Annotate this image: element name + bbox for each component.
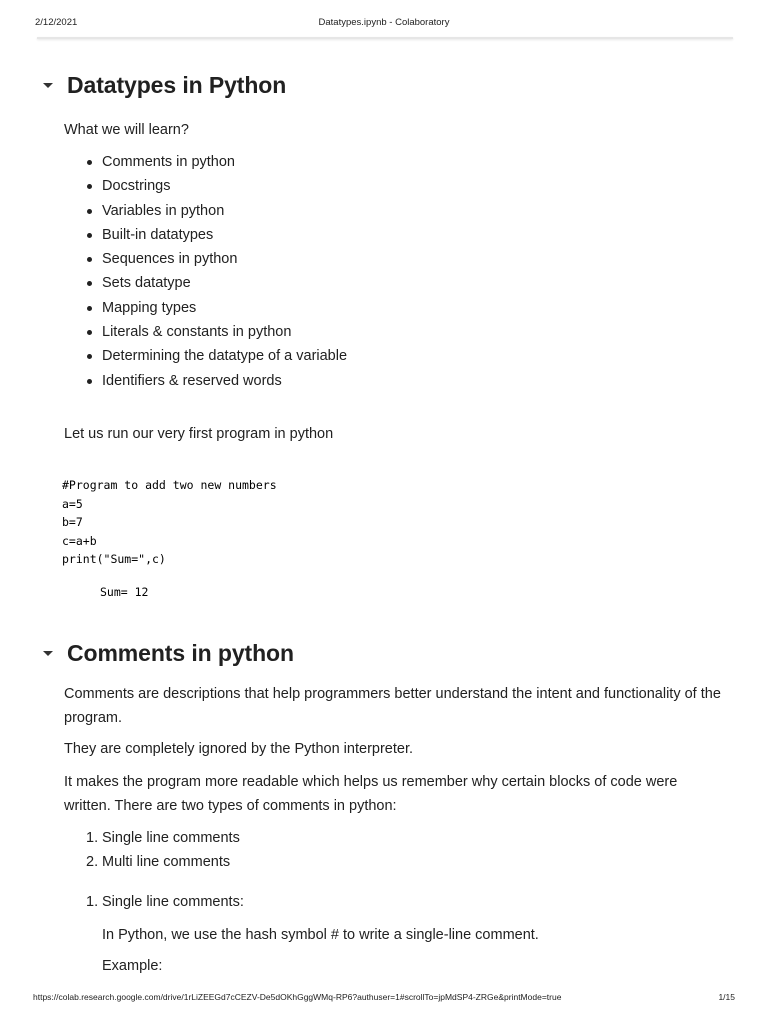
caret-down-icon[interactable] <box>43 651 53 656</box>
print-header <box>35 17 733 33</box>
list-item-label: Single line comments <box>102 830 240 846</box>
page-url: https://colab.research.google.com/drive/1rLiZEEGd7cCEZV-De5dOKhGggWMq-RP6?authuser=1#scrollTo=jpMdSP4-ZRGe&printMode=true <box>33 992 562 1002</box>
list-item: Identifiers & reserved words <box>64 369 347 393</box>
list-item: Sets datatype <box>64 271 347 295</box>
list-item-label: Multi line comments <box>102 854 231 870</box>
subsection-title: Single line comments: <box>102 894 244 910</box>
code-line: c=a+b <box>62 533 97 548</box>
hash-comment-text: In Python, we use the hash symbol # to write a single-line comment. <box>102 927 539 943</box>
list-item: Sequences in python <box>64 247 347 271</box>
list-item: Variables in python <box>64 199 347 223</box>
list-number: 1. <box>86 830 99 846</box>
list-item: Mapping types <box>64 296 347 320</box>
intro-text: What we will learn? <box>64 122 189 138</box>
comments-ignored-text: They are completely ignored by the Python interpreter. <box>64 741 413 757</box>
print-date: 2/12/2021 <box>35 17 78 28</box>
list-item: Literals & constants in python <box>64 320 347 344</box>
section-heading-datatypes[interactable] <box>40 72 286 99</box>
code-line: a=5 <box>62 496 83 511</box>
section-title: Comments in python <box>67 640 294 666</box>
list-item: Docstrings <box>64 174 347 198</box>
header-divider <box>37 37 733 39</box>
list-item: Comments in python <box>64 150 347 174</box>
list-item: Determining the datatype of a variable <box>64 344 347 368</box>
code-line: b=7 <box>62 515 83 530</box>
list-number: 2. <box>86 854 99 870</box>
list-number: 1. <box>86 894 99 910</box>
code-output: Sum= 12 <box>100 585 149 599</box>
section-title: Datatypes in Python <box>67 72 287 98</box>
list-item: Built-in datatypes <box>64 223 347 247</box>
section-heading-comments[interactable] <box>40 640 294 667</box>
code-cell[interactable] <box>62 476 277 569</box>
example-label: Example: <box>102 958 163 974</box>
page-number: 1/15 <box>718 992 735 1002</box>
document-title: Datatypes.ipynb - Colaboratory <box>318 17 450 28</box>
code-line: #Program to add two new numbers <box>62 478 277 492</box>
lead-in-text: Let us run our very first program in python <box>64 426 334 442</box>
caret-down-icon[interactable] <box>43 83 53 88</box>
topics-list <box>64 150 347 393</box>
code-line: print("Sum=",c) <box>62 552 166 567</box>
comments-description: Comments are descriptions that help programmers better understand the intent and functionality of the program. <box>64 686 721 726</box>
comments-readable-text: It makes the program more readable which helps us remember why certain blocks of code were written. There are two types of comments in python: <box>64 774 678 814</box>
